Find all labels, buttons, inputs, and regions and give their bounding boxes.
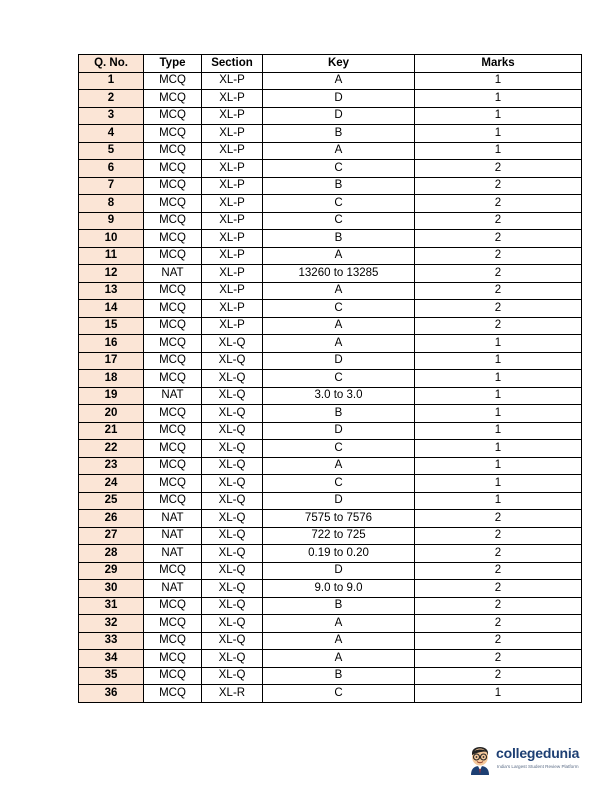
cell-qno: 13 [79,282,144,300]
table-row [79,475,582,493]
cell-section: XL-P [202,282,263,300]
cell-marks: 2 [415,650,582,668]
cell-type: MCQ [144,667,202,685]
cell-type: NAT [144,580,202,598]
cell-section: XL-P [202,90,263,108]
table-row [79,335,582,353]
cell-key: C [263,160,415,178]
cell-key: C [263,475,415,493]
cell-type: MCQ [144,160,202,178]
cell-type: NAT [144,545,202,563]
cell-marks: 2 [415,247,582,265]
table-header-row [79,55,582,73]
cell-marks: 2 [415,317,582,335]
cell-key: A [263,632,415,650]
table-row [79,282,582,300]
cell-type: MCQ [144,317,202,335]
collegedunia-logo [466,740,596,778]
cell-qno: 36 [79,685,144,703]
cell-key: A [263,335,415,353]
cell-key: C [263,300,415,318]
cell-marks: 1 [415,685,582,703]
cell-section: XL-P [202,72,263,90]
table-row [79,300,582,318]
cell-key: 9.0 to 9.0 [263,580,415,598]
cell-type: NAT [144,527,202,545]
table-row [79,405,582,423]
cell-qno: 26 [79,510,144,528]
cell-marks: 2 [415,562,582,580]
cell-marks: 2 [415,212,582,230]
header-marks: Marks [415,55,582,73]
cell-section: XL-P [202,160,263,178]
cell-type: MCQ [144,422,202,440]
cell-key: 722 to 725 [263,527,415,545]
cell-type: MCQ [144,440,202,458]
cell-qno: 21 [79,422,144,440]
cell-key: A [263,457,415,475]
cell-section: XL-Q [202,422,263,440]
cell-type: MCQ [144,650,202,668]
cell-key: A [263,142,415,160]
table-row [79,160,582,178]
cell-section: XL-Q [202,667,263,685]
cell-key: D [263,492,415,510]
cell-section: XL-Q [202,405,263,423]
cell-qno: 31 [79,597,144,615]
cell-type: MCQ [144,177,202,195]
cell-key: D [263,107,415,125]
cell-type: MCQ [144,90,202,108]
cell-marks: 1 [415,107,582,125]
cell-marks: 2 [415,160,582,178]
table-row [79,510,582,528]
cell-marks: 2 [415,177,582,195]
cell-marks: 1 [415,335,582,353]
cell-marks: 2 [415,545,582,563]
cell-type: MCQ [144,457,202,475]
cell-marks: 1 [415,370,582,388]
cell-type: MCQ [144,597,202,615]
cell-section: XL-P [202,212,263,230]
cell-section: XL-Q [202,352,263,370]
cell-qno: 33 [79,632,144,650]
cell-qno: 4 [79,125,144,143]
cell-type: MCQ [144,335,202,353]
cell-key: A [263,615,415,633]
cell-qno: 23 [79,457,144,475]
cell-key: B [263,125,415,143]
cell-key: C [263,212,415,230]
cell-type: MCQ [144,615,202,633]
cell-section: XL-P [202,247,263,265]
cell-marks: 1 [415,125,582,143]
cell-marks: 1 [415,422,582,440]
table-row [79,90,582,108]
cell-qno: 15 [79,317,144,335]
cell-section: XL-Q [202,562,263,580]
table-row [79,457,582,475]
cell-qno: 28 [79,545,144,563]
cell-key: B [263,405,415,423]
cell-qno: 16 [79,335,144,353]
cell-section: XL-Q [202,615,263,633]
logo-name: collegedunia [496,745,580,761]
cell-qno: 2 [79,90,144,108]
table-row [79,247,582,265]
cell-key: C [263,195,415,213]
header-key: Key [263,55,415,73]
cell-qno: 3 [79,107,144,125]
answer-key-table [78,54,582,703]
cell-qno: 32 [79,615,144,633]
cell-qno: 27 [79,527,144,545]
cell-marks: 2 [415,632,582,650]
table-row [79,195,582,213]
table-row [79,440,582,458]
cell-qno: 9 [79,212,144,230]
cell-marks: 1 [415,475,582,493]
cell-section: XL-P [202,177,263,195]
cell-section: XL-Q [202,632,263,650]
cell-key: C [263,685,415,703]
cell-qno: 29 [79,562,144,580]
table-row [79,580,582,598]
cell-marks: 2 [415,195,582,213]
cell-qno: 20 [79,405,144,423]
cell-section: XL-Q [202,492,263,510]
cell-marks: 1 [415,142,582,160]
cell-marks: 1 [415,72,582,90]
cell-key: C [263,370,415,388]
cell-marks: 2 [415,300,582,318]
cell-key: 0.19 to 0.20 [263,545,415,563]
cell-marks: 1 [415,387,582,405]
cell-marks: 1 [415,440,582,458]
cell-type: MCQ [144,212,202,230]
cell-section: XL-Q [202,597,263,615]
student-mascot-icon [466,740,494,776]
cell-type: MCQ [144,492,202,510]
cell-marks: 2 [415,510,582,528]
cell-section: XL-Q [202,580,263,598]
cell-type: MCQ [144,107,202,125]
cell-type: MCQ [144,247,202,265]
cell-qno: 19 [79,387,144,405]
cell-key: B [263,597,415,615]
cell-qno: 34 [79,650,144,668]
table-row [79,650,582,668]
cell-section: XL-P [202,265,263,283]
cell-type: MCQ [144,282,202,300]
cell-qno: 14 [79,300,144,318]
cell-qno: 25 [79,492,144,510]
cell-section: XL-P [202,195,263,213]
cell-type: MCQ [144,352,202,370]
cell-key: 3.0 to 3.0 [263,387,415,405]
cell-qno: 1 [79,72,144,90]
cell-section: XL-Q [202,370,263,388]
cell-marks: 1 [415,90,582,108]
cell-section: XL-P [202,317,263,335]
cell-marks: 2 [415,615,582,633]
logo-tagline: India's Largest Student Review Platform [497,764,579,769]
cell-qno: 11 [79,247,144,265]
cell-marks: 2 [415,265,582,283]
header-section: Section [202,55,263,73]
cell-marks: 2 [415,667,582,685]
table-row [79,352,582,370]
cell-type: MCQ [144,370,202,388]
cell-section: XL-Q [202,545,263,563]
cell-qno: 30 [79,580,144,598]
table-row [79,527,582,545]
cell-key: C [263,440,415,458]
table-row [79,387,582,405]
cell-key: A [263,247,415,265]
cell-key: D [263,352,415,370]
cell-type: MCQ [144,632,202,650]
cell-qno: 6 [79,160,144,178]
cell-marks: 2 [415,580,582,598]
cell-key: D [263,562,415,580]
cell-type: MCQ [144,195,202,213]
cell-type: MCQ [144,125,202,143]
cell-section: XL-Q [202,457,263,475]
cell-type: MCQ [144,562,202,580]
table-row [79,265,582,283]
cell-type: MCQ [144,72,202,90]
cell-marks: 2 [415,527,582,545]
cell-section: XL-P [202,230,263,248]
cell-type: MCQ [144,685,202,703]
cell-type: MCQ [144,475,202,493]
cell-marks: 1 [415,492,582,510]
cell-type: NAT [144,265,202,283]
cell-key: D [263,90,415,108]
cell-qno: 18 [79,370,144,388]
header-qno: Q. No. [79,55,144,73]
cell-qno: 10 [79,230,144,248]
cell-key: B [263,177,415,195]
cell-marks: 2 [415,282,582,300]
cell-section: XL-P [202,300,263,318]
cell-qno: 24 [79,475,144,493]
cell-marks: 2 [415,597,582,615]
cell-section: XL-Q [202,475,263,493]
cell-section: XL-R [202,685,263,703]
cell-section: XL-P [202,107,263,125]
cell-qno: 5 [79,142,144,160]
cell-qno: 22 [79,440,144,458]
table-row [79,72,582,90]
table-row [79,422,582,440]
cell-type: NAT [144,387,202,405]
cell-section: XL-Q [202,510,263,528]
header-type: Type [144,55,202,73]
cell-section: XL-Q [202,440,263,458]
cell-key: A [263,282,415,300]
cell-key: 13260 to 13285 [263,265,415,283]
table-row [79,142,582,160]
cell-type: NAT [144,510,202,528]
table-row [79,107,582,125]
cell-section: XL-Q [202,650,263,668]
cell-key: A [263,317,415,335]
table-row [79,212,582,230]
table-row [79,615,582,633]
cell-section: XL-Q [202,527,263,545]
table-row [79,125,582,143]
cell-key: A [263,650,415,668]
cell-marks: 1 [415,352,582,370]
cell-qno: 17 [79,352,144,370]
cell-qno: 8 [79,195,144,213]
cell-section: XL-P [202,142,263,160]
cell-section: XL-Q [202,335,263,353]
cell-type: MCQ [144,142,202,160]
cell-type: MCQ [144,300,202,318]
table-row [79,597,582,615]
table-row [79,230,582,248]
cell-key: B [263,667,415,685]
cell-key: A [263,72,415,90]
cell-key: 7575 to 7576 [263,510,415,528]
cell-section: XL-P [202,125,263,143]
table-body [79,72,582,702]
cell-marks: 1 [415,405,582,423]
table-row [79,370,582,388]
table-row [79,177,582,195]
table-row [79,632,582,650]
cell-key: B [263,230,415,248]
cell-qno: 7 [79,177,144,195]
table-row [79,492,582,510]
cell-marks: 1 [415,457,582,475]
cell-key: D [263,422,415,440]
cell-section: XL-Q [202,387,263,405]
cell-qno: 35 [79,667,144,685]
table-row [79,562,582,580]
table-row [79,667,582,685]
cell-type: MCQ [144,405,202,423]
cell-marks: 2 [415,230,582,248]
cell-qno: 12 [79,265,144,283]
table-row [79,545,582,563]
table-row [79,685,582,703]
cell-type: MCQ [144,230,202,248]
table-row [79,317,582,335]
